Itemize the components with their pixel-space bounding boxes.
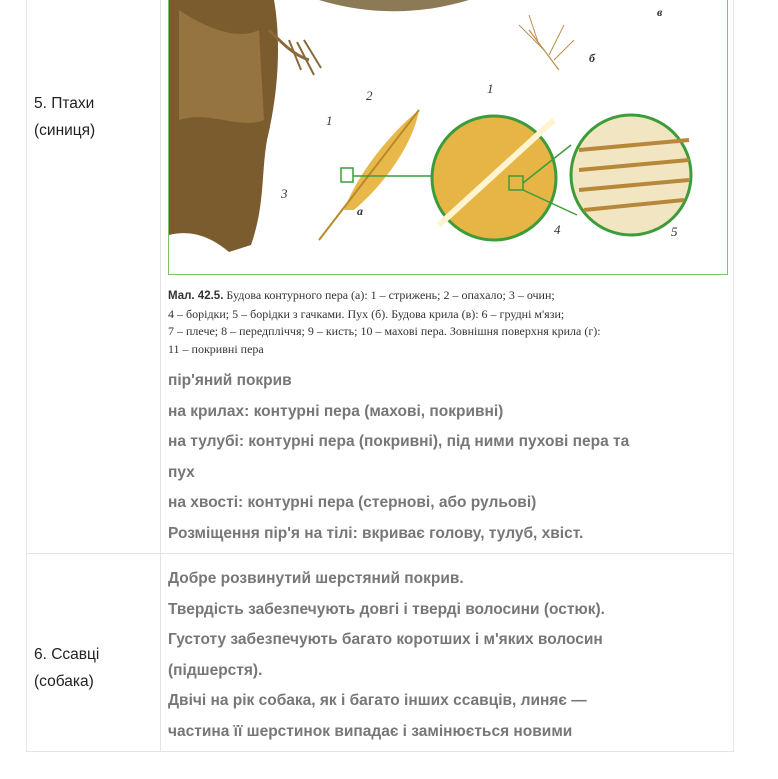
column-divider	[160, 0, 161, 553]
text-line: Густоту забезпечують багато коротших і м'яких волосин	[168, 631, 603, 648]
text-line: на крилах: контурні пера (махові, покривні)	[168, 402, 504, 420]
figure-caption	[168, 287, 728, 358]
table-row	[27, 0, 733, 554]
text-line: Розміщення пір'я на тілі: вкриває голову, тулуб, хвіст.	[168, 524, 584, 542]
text-line: пух	[168, 463, 195, 481]
description-text	[168, 564, 728, 747]
wing-feathers-top	[319, 0, 469, 11]
text-line: Двічі на рік собака, як і багато інших ссавців, линяє —	[168, 692, 587, 709]
caption-line: 11 – покривні пера	[168, 341, 264, 356]
label-5: 5	[671, 224, 678, 239]
row-label-line: 6. Ссавці	[34, 646, 100, 663]
caption-title: Мал. 42.5.	[168, 290, 224, 302]
label-1: 1	[326, 113, 333, 128]
description-text	[168, 366, 728, 549]
label-b: б	[589, 51, 595, 65]
text-line: Добре розвинутий шерстяний покрив.	[168, 570, 464, 587]
text-line: Твердість забезпечують довгі і тверді волосини (остюк).	[168, 600, 605, 618]
feather-figure	[168, 0, 728, 275]
zoom-box	[341, 168, 353, 182]
feather-shaft	[319, 110, 419, 240]
text-line: на хвості: контурні пера (стернові, або рульові)	[168, 494, 537, 511]
bird-claws	[289, 40, 321, 75]
caption-line: 7 – плече; 8 – передпліччя; 9 – кисть; 10 – махові пера. Зовнішня поверхня крила (г):	[168, 324, 601, 338]
text-line: пір'яний покрив	[168, 372, 292, 389]
column-divider	[160, 554, 161, 751]
row-label	[34, 90, 95, 144]
table-row	[27, 554, 733, 752]
row-label-line: (собака)	[34, 673, 94, 690]
label-1-magnified: 1	[487, 81, 494, 96]
text-line: частина її шерстинок випадає і замінюється новими	[168, 722, 573, 740]
text-line: (підшерстя).	[168, 661, 263, 679]
label-v: в	[657, 5, 663, 19]
caption-line: 4 – борідки; 5 – борідки з гачками. Пух (б). Будова крила (в): 6 – грудні м'язи;	[168, 306, 565, 321]
label-2: 2	[366, 88, 373, 103]
label-4: 4	[554, 222, 561, 237]
text-line: на тулубі: контурні пера (покривні), під ними пухові пера та	[168, 433, 630, 450]
down-feather	[519, 15, 574, 70]
row-label	[34, 641, 99, 695]
row-label-line: (синиця)	[34, 122, 96, 139]
label-a: а	[357, 204, 363, 218]
caption-line: Будова контурного пера (а): 1 – стрижень; 2 – опахало; 3 – очин;	[226, 288, 555, 302]
row-label-line: 5. Птахи	[34, 95, 95, 112]
label-3: 3	[281, 186, 288, 201]
magnified-barbs-circle	[571, 115, 691, 235]
content-table	[26, 0, 734, 752]
feather-illustration	[169, 0, 727, 274]
